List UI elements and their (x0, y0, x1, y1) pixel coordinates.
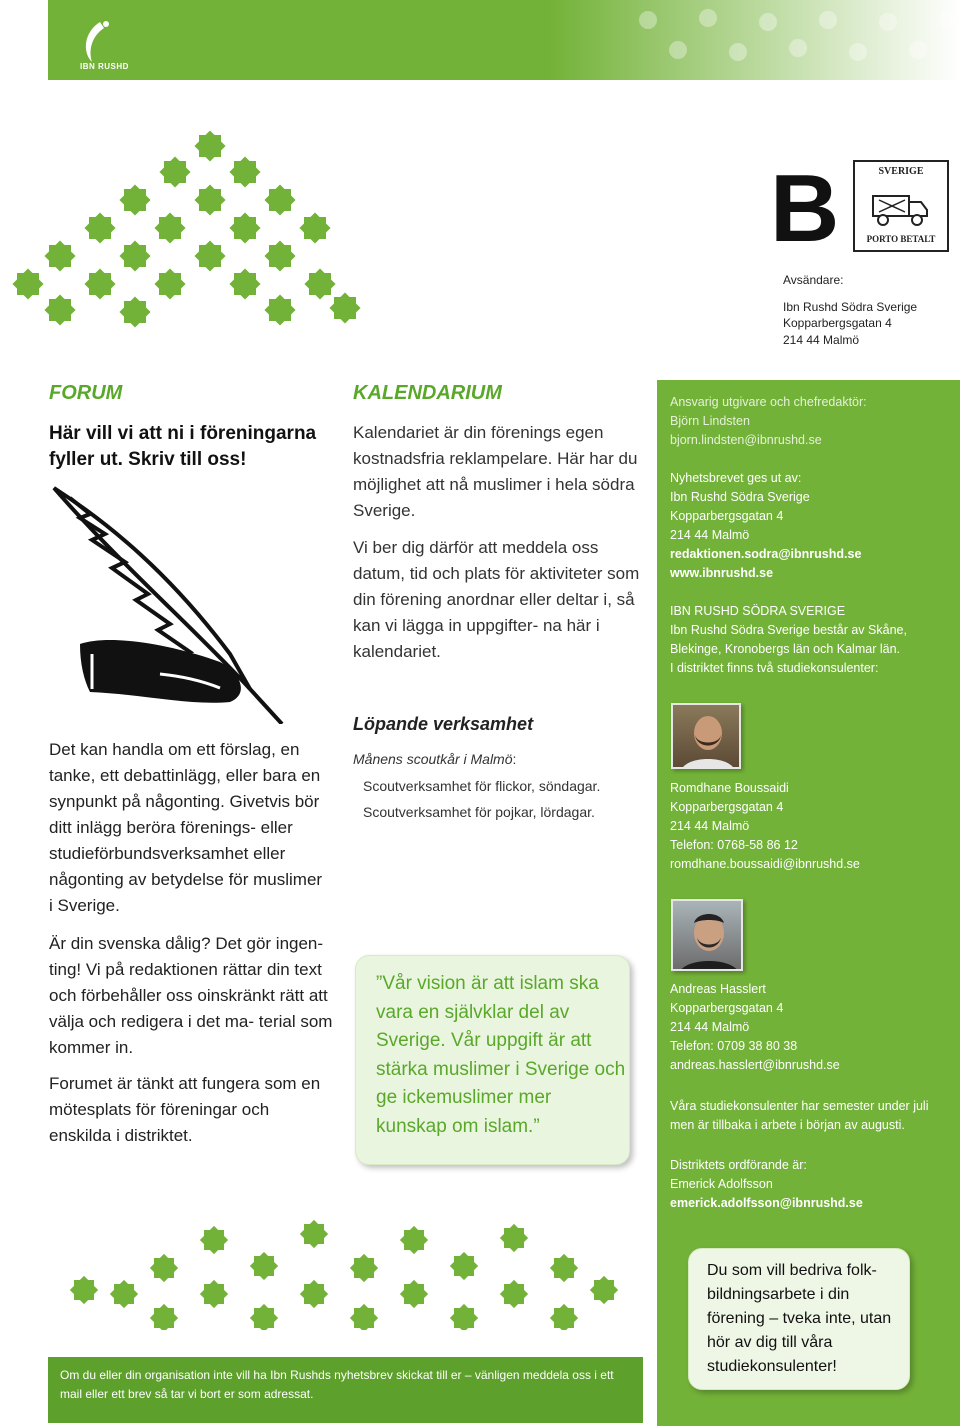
header-banner (48, 0, 960, 80)
postage-b-letter: B (770, 155, 840, 262)
chairman-email[interactable]: emerick.adolfsson@ibnrushd.se (670, 1196, 863, 1210)
consultant-phone: Telefon: 0768-58 86 12 (670, 838, 798, 852)
kalendarium-title: KALENDARIUM (353, 382, 502, 404)
ansvarig-name: Björn Lindsten (670, 414, 750, 428)
consultant-name: Romdhane Boussaidi (670, 781, 789, 795)
chairman-block (670, 1156, 955, 1213)
star-pattern-bottom (64, 1210, 624, 1330)
sender-line: Kopparbergsgatan 4 (783, 316, 892, 330)
publisher-line: Ibn Rushd Södra Sverige (670, 490, 810, 504)
consultant-photo-romdhane (671, 703, 741, 769)
publisher-line: 214 44 Malmö (670, 528, 750, 542)
district-title: IBN RUSHD SÖDRA SVERIGE (670, 604, 846, 618)
lopande-subtitle (353, 751, 516, 767)
consultant-photo-andreas (671, 899, 743, 971)
stamp-country: SVERIGE (878, 166, 924, 177)
sender-label: Avsändare: (783, 273, 844, 287)
sender-block (783, 272, 917, 348)
footer-unsubscribe-text: Om du eller din organisation inte vill ha Ibn Rushds nyhetsbrev skickat till er – vänligen meddela oss i ett mail eller ett brev så tar vi bort er som adressat. (60, 1368, 614, 1401)
logo-text: IBN RUSHD (80, 62, 129, 71)
ansvarig-email[interactable]: bjorn.lindsten@ibnrushd.se (670, 433, 822, 447)
person-icon (673, 705, 741, 769)
publisher-website[interactable]: www.ibnrushd.se (670, 566, 774, 580)
consultant-phone: Telefon: 0709 38 80 38 (670, 1039, 798, 1053)
lopande-subtitle-suffix: : (512, 751, 517, 767)
consultant-line: 214 44 Malmö (670, 1020, 750, 1034)
forum-paragraph: Forumet är tänkt att fungera som en mötesplats för föreningar och enskilda i distriktet. (49, 1074, 321, 1145)
lopande-item: Scoutverksamhet för flickor, söndagar. (363, 778, 601, 794)
publisher-block (670, 469, 955, 583)
porto-betalt-stamp (853, 160, 949, 252)
forum-title: FORUM (49, 382, 123, 404)
chairman-name: Emerick Adolfsson (670, 1177, 773, 1191)
consultant-line: Kopparbergsgatan 4 (670, 1001, 784, 1015)
lopande-title: Löpande verksamhet (353, 714, 534, 734)
truck-icon (869, 182, 933, 230)
forum-lead: Här vill vi att ni i föreningarna fyller ut. Skriv till oss! (49, 423, 317, 470)
chairman-label: Distriktets ordförande är: (670, 1158, 807, 1172)
forum-paragraph: Det kan handla om ett förslag, en tanke, ett debattinlägg, eller bara en synpunkt på någonting. Givetvis bör ditt inlägg beröra förenings- eller studieförbundsverksamhet eller någonting av betydelse för muslimer i Sverige. (49, 740, 323, 915)
sender-line: Ibn Rushd Södra Sverige (783, 299, 918, 314)
semester-note: Våra studiekonsulenter har semester under juli men är tillbaka i arbete i början av augusti. (670, 1099, 929, 1132)
publisher-email[interactable]: redaktionen.sodra@ibnrushd.se (670, 547, 862, 561)
ansvarig-block (670, 393, 955, 450)
publisher-line: Kopparbergsgatan 4 (670, 509, 784, 523)
star-pattern-top (0, 120, 372, 332)
consultant-andreas (670, 980, 955, 1075)
cta-text: Du som vill bedriva folk- bildningsarbete i din förening – tveka inte, utan hör av dig till våra studiekonsulenter! (707, 1262, 892, 1375)
lopande-subtitle-italic: Månens scoutkår i Malmö (353, 751, 513, 767)
lopande-item: Scoutverksamhet för pojkar, lördagar. (363, 804, 595, 820)
kalendarium-paragraph: Kalendariet är din förenings egen kostnadsfria reklampelare. Här har du möjlighet att nå muslimer i hela södra Sverige. (353, 423, 638, 520)
stamp-porto-betalt: PORTO BETALT (866, 234, 936, 244)
district-konsulenter: I distriktet finns två studiekonsulenter: (670, 661, 879, 675)
district-block (670, 602, 955, 678)
header-pattern (48, 0, 960, 80)
sender-line: 214 44 Malmö (783, 332, 860, 347)
consultant-romdhane (670, 779, 955, 874)
quill-hand-icon (50, 484, 290, 724)
forum-paragraph: Är din svenska dålig? Det gör ingen- ting! Vi på redaktionen rättar din text och förbehåller oss oinskränkt rätt att välja och redigera i det ma- terial som kommer in. (49, 934, 333, 1057)
consultant-name: Andreas Hasslert (670, 982, 766, 996)
consultant-line: 214 44 Malmö (670, 819, 750, 833)
person-icon (673, 901, 743, 971)
consultant-line: Kopparbergsgatan 4 (670, 800, 784, 814)
ansvarig-label: Ansvarig utgivare och chefredaktör: (670, 395, 867, 409)
vision-quote: ”Vår vision är att islam ska vara en självklar del av Sverige. Vår uppgift är att stärka muslimer i Sverige och ge ickemuslimer mer kunskap om islam.” (376, 973, 626, 1137)
kalendarium-paragraph: Vi ber dig därför att meddela oss datum, tid och plats för aktiviteter som din förening anordnar eller deltar i, så kan vi lägga in uppgifter- na här i kalendariet. (353, 538, 640, 661)
publisher-label: Nyhetsbrevet ges ut av: (670, 471, 802, 485)
consultant-email[interactable]: romdhane.boussaidi@ibnrushd.se (670, 857, 860, 871)
district-text: Ibn Rushd Södra Sverige består av Skåne, Blekinge, Kronobergs län och Kalmar län. (670, 623, 907, 656)
consultant-email[interactable]: andreas.hasslert@ibnrushd.se (670, 1058, 840, 1072)
